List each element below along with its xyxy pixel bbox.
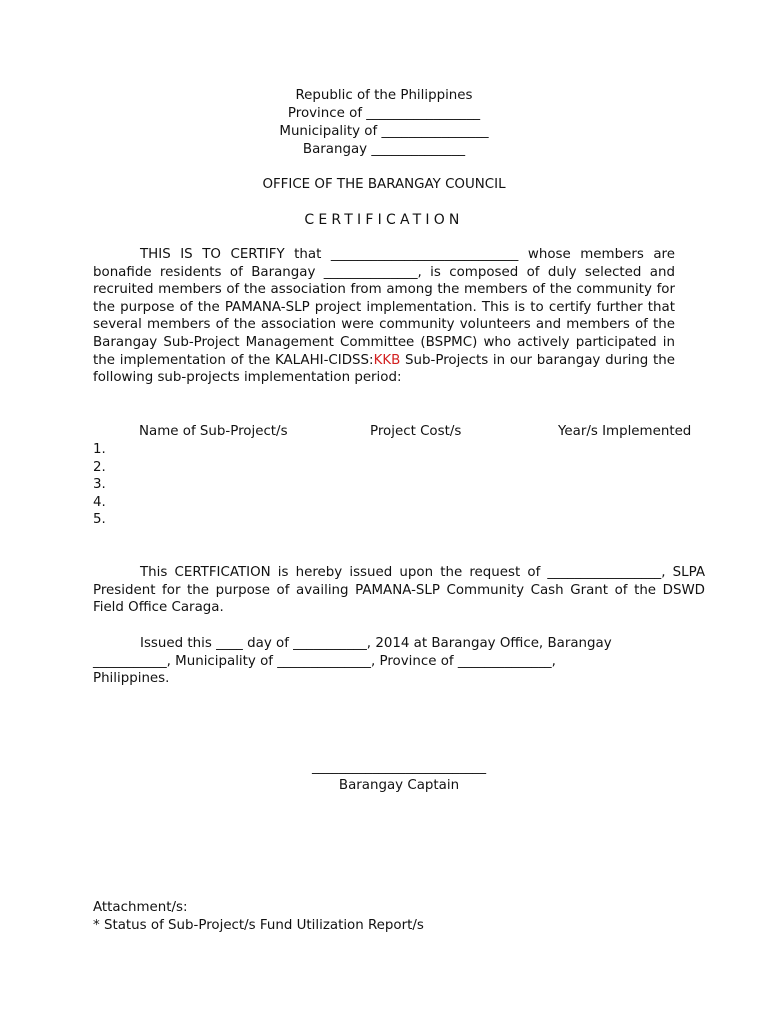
kkb-highlight: KKB [373,352,401,368]
list-item: 1. [93,442,106,457]
column-header-name: Name of Sub-Project/s [139,424,288,439]
body-text-after-kkb: Sub-Projects in our barangay during the following sub-projects implementation period: [93,352,676,386]
subproject-list [93,441,193,529]
office-title: OFFICE OF THE BARANGAY COUNCIL [262,177,506,192]
attachments-label: Attachment/s: [93,900,188,915]
subproject-table-header [93,423,697,441]
signatory-title: Barangay Captain [338,778,460,793]
province-line: Province of _________________ [287,106,481,121]
republic-line: Republic of the Philippines [295,88,473,103]
column-header-cost: Project Cost/s [370,424,462,439]
list-item: 5. [93,512,106,528]
attachment-item: * Status of Sub-Project/s Fund Utilization Report/s [93,918,424,933]
issued-line-1: Issued this ____ day of ___________, 2014 at Barangay Office, Barangay [140,636,612,651]
list-item: 2. [93,459,106,475]
column-header-year: Year/s Implemented [558,424,692,439]
list-item: 3. [93,477,106,493]
issued-paragraph [93,635,705,688]
request-paragraph [93,564,705,617]
document-header [0,87,768,159]
body-text-before-kkb: THIS IS TO CERTIFY that ____________________________ whose members are bonafide residents of Barangay ______________, is composed of duly selected and recruited members of the association from among the members of the community for the purpose of the PAMANA-SLP project implementation. This is to certify further that several members of the association were community volunteers and members of the Barangay Sub-Project Management Committee (BSPMC) who actively participated in the implementation of the KALAHI-CIDSS: [93,247,675,368]
attachments-section [93,899,424,935]
certification-title: CERTIFICATION [304,212,464,228]
certification-body [93,246,675,387]
municipality-line: Municipality of ________________ [279,124,489,139]
barangay-line: Barangay ______________ [302,142,466,157]
signature-line: __________________________ [311,760,487,775]
list-item: 4. [93,494,106,510]
issued-line-3: Philippines. [93,671,170,687]
request-text: This CERTFICATION is hereby issued upon the request of _________________, SLPA President for the purpose of availing PAMANA-SLP Community Cash Grant of the DSWD Field Office Caraga. [93,565,705,616]
signature-block [0,759,768,795]
issued-line-2: ___________, Municipality of ______________, Province of ______________, [93,653,556,669]
